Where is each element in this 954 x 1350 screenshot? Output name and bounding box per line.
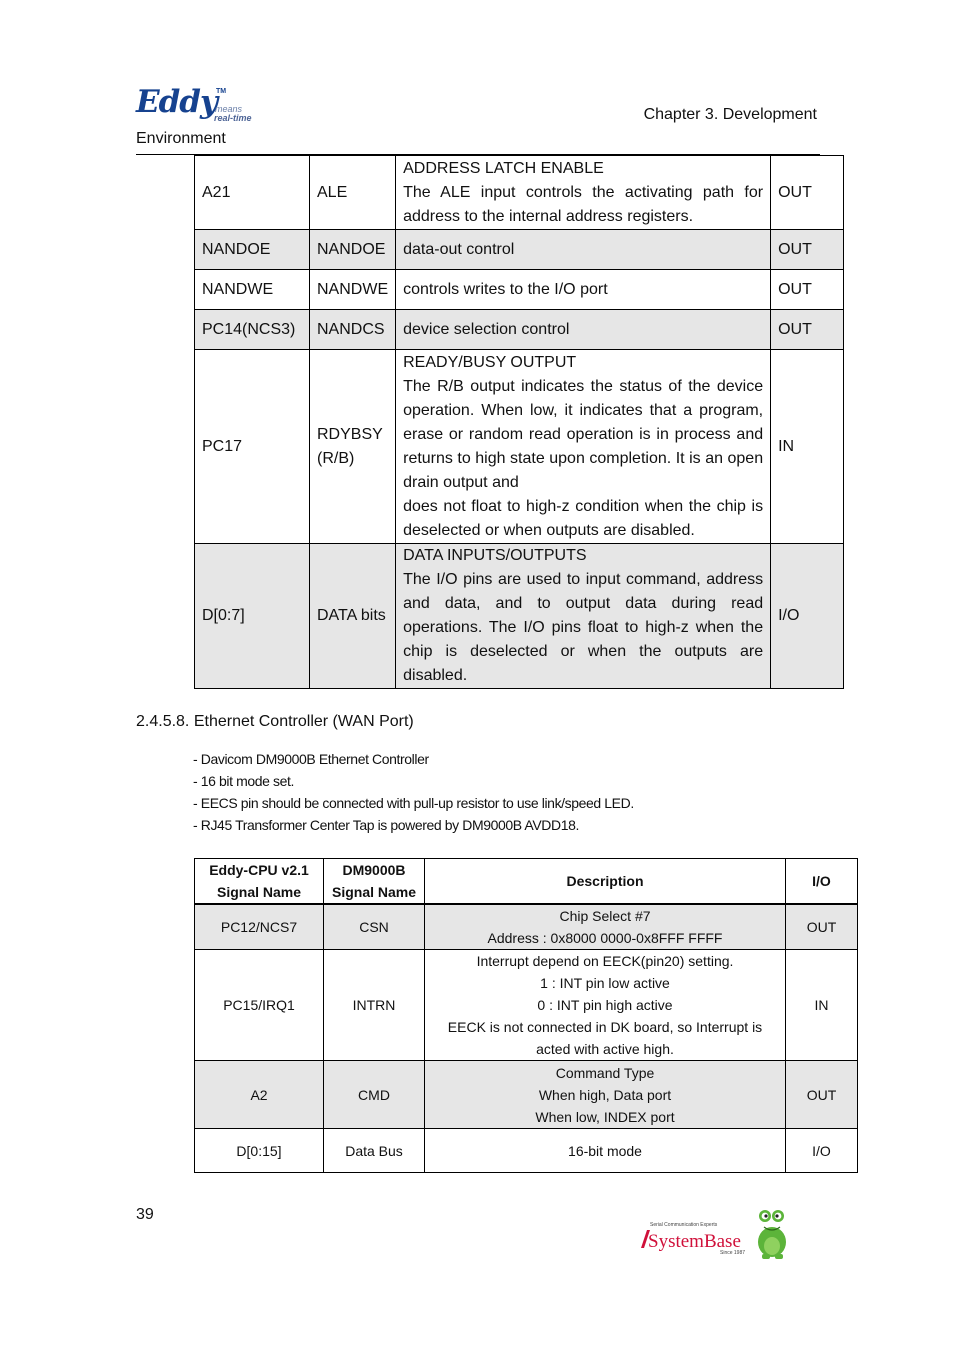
eddy-logo bbox=[136, 84, 266, 124]
pin-cell: A21 bbox=[195, 156, 310, 230]
description-line: READY/BUSY OUTPUT bbox=[403, 353, 577, 371]
ethernet-signal-table bbox=[194, 858, 858, 1173]
signal-cell: ALE bbox=[310, 156, 396, 230]
nand-pin-table bbox=[194, 155, 844, 689]
description-cell bbox=[396, 350, 771, 544]
cpu-signal-cell: A2 bbox=[195, 1061, 324, 1129]
description-cell bbox=[396, 270, 771, 310]
bullet-item: - 16 bit mode set. bbox=[193, 773, 294, 789]
col-header-dm9000b-signal: DM9000B Signal Name bbox=[324, 859, 425, 905]
description-line: The ALE input controls the activating path for address to the internal address registers. bbox=[403, 183, 764, 225]
description-cell bbox=[396, 156, 771, 230]
io-cell: I/O bbox=[771, 544, 844, 689]
table-row bbox=[195, 544, 844, 689]
signal-cell: DATA bits bbox=[310, 544, 396, 689]
signal-cell: NANDWE bbox=[310, 270, 396, 310]
description-line: Command Type bbox=[555, 1064, 655, 1081]
description-cell bbox=[396, 230, 771, 270]
io-cell: OUT bbox=[786, 904, 858, 950]
io-cell: OUT bbox=[771, 270, 844, 310]
description-line: 0 : INT pin high active bbox=[537, 997, 673, 1013]
description-line: Chip Select #7 bbox=[559, 908, 651, 924]
description-line: 16-bit mode bbox=[568, 1142, 642, 1159]
description-line: device selection control bbox=[403, 320, 570, 338]
table-row bbox=[195, 270, 844, 310]
description-line: When low, INDEX port bbox=[535, 1108, 675, 1125]
cpu-signal-cell: D[0:15] bbox=[195, 1129, 324, 1173]
description-line: Address : 0x8000 0000-0x8FFF FFFF bbox=[487, 930, 723, 946]
logo-tagline-means: means bbox=[215, 104, 243, 114]
description-cell bbox=[425, 904, 786, 950]
io-cell: IN bbox=[786, 950, 858, 1061]
description-line: When high, Data port bbox=[538, 1086, 672, 1103]
io-cell: OUT bbox=[786, 1061, 858, 1129]
description-line: does not float to high-z condition when the chip is deselected or when outputs are disabled. bbox=[403, 497, 764, 539]
frog-mascot-icon bbox=[758, 1210, 786, 1259]
description-cell bbox=[425, 1061, 786, 1129]
table-row bbox=[195, 1061, 858, 1129]
description-cell bbox=[396, 544, 771, 689]
description-line: 1 : INT pin low active bbox=[540, 975, 670, 991]
logo-tagline: Serial Communication Experts bbox=[650, 1222, 718, 1228]
table-header-row bbox=[195, 859, 858, 905]
description-cell bbox=[396, 310, 771, 350]
io-cell: OUT bbox=[771, 156, 844, 230]
table-row bbox=[195, 950, 858, 1061]
cpu-signal-cell: PC15/IRQ1 bbox=[195, 950, 324, 1061]
pin-cell: NANDOE bbox=[195, 230, 310, 270]
description-line: controls writes to the I/O port bbox=[403, 280, 608, 298]
description-line: The R/B output indicates the status of the device operation. When low, it indicates that a program, erase or random read operation is in process and returns to high state upon completion. It is an open drain output and bbox=[403, 377, 764, 491]
description-cell bbox=[425, 950, 786, 1061]
chapter-title: Chapter 3. Development bbox=[643, 106, 817, 123]
page-number: 39 bbox=[136, 1206, 154, 1223]
description-line: data-out control bbox=[403, 240, 515, 258]
signal-cell: NANDCS bbox=[310, 310, 396, 350]
bullet-item: - RJ45 Transformer Center Tap is powered by DM9000B AVDD18. bbox=[193, 817, 579, 833]
logo-wordmark: Eddy bbox=[136, 84, 217, 120]
dm9000b-signal-cell: Data Bus bbox=[324, 1129, 425, 1173]
chapter-title-continued: Environment bbox=[136, 130, 226, 147]
col-header-description: Description bbox=[425, 859, 786, 905]
description-line: DATA INPUTS/OUTPUTS bbox=[403, 547, 587, 564]
pin-cell: D[0:7] bbox=[195, 544, 310, 689]
signal-cell: RDYBSY (R/B) bbox=[310, 350, 396, 544]
dm9000b-signal-cell: INTRN bbox=[324, 950, 425, 1061]
signal-cell: NANDOE bbox=[310, 230, 396, 270]
table-row bbox=[195, 904, 858, 950]
col-header-cpu-signal: Eddy-CPU v2.1 Signal Name bbox=[195, 859, 324, 905]
dm9000b-signal-cell: CMD bbox=[324, 1061, 425, 1129]
description-line: EECK is not connected in DK board, so Interrupt is acted with active high. bbox=[447, 1019, 763, 1057]
table-row bbox=[195, 310, 844, 350]
table-row bbox=[195, 1129, 858, 1173]
io-cell: I/O bbox=[786, 1129, 858, 1173]
io-cell: OUT bbox=[771, 230, 844, 270]
description-line: ADDRESS LATCH ENABLE bbox=[403, 159, 604, 177]
pin-cell: PC14(NCS3) bbox=[195, 310, 310, 350]
bullet-item: - EECS pin should be connected with pull-up resistor to use link/speed LED. bbox=[193, 795, 634, 811]
systembase-logo bbox=[638, 1202, 793, 1262]
table-row bbox=[195, 156, 844, 230]
pin-cell: PC17 bbox=[195, 350, 310, 544]
logo-company-name: SystemBase bbox=[648, 1231, 741, 1252]
io-cell: OUT bbox=[771, 310, 844, 350]
logo-since: Since 1987 bbox=[720, 1250, 746, 1256]
bullet-item: - Davicom DM9000B Ethernet Controller bbox=[193, 751, 429, 767]
dm9000b-signal-cell: CSN bbox=[324, 904, 425, 950]
logo-tagline-realtime: real-time bbox=[214, 113, 252, 123]
pin-cell: NANDWE bbox=[195, 270, 310, 310]
table-row bbox=[195, 230, 844, 270]
description-line: The I/O pins are used to input command, address and data, and to output data during read operations. The I/O pins float to high-z when the chip is deselected or when the outputs are disabled. bbox=[403, 571, 764, 684]
logo-trademark: TM bbox=[216, 88, 227, 95]
description-line: Interrupt depend on EECK(pin20) setting. bbox=[476, 953, 734, 969]
io-cell: IN bbox=[771, 350, 844, 544]
bullet-list bbox=[193, 748, 634, 836]
table-row bbox=[195, 350, 844, 544]
col-header-io: I/O bbox=[786, 859, 858, 905]
cpu-signal-cell: PC12/NCS7 bbox=[195, 904, 324, 950]
section-title: 2.4.5.8. Ethernet Controller (WAN Port) bbox=[136, 713, 414, 730]
description-cell bbox=[425, 1129, 786, 1173]
